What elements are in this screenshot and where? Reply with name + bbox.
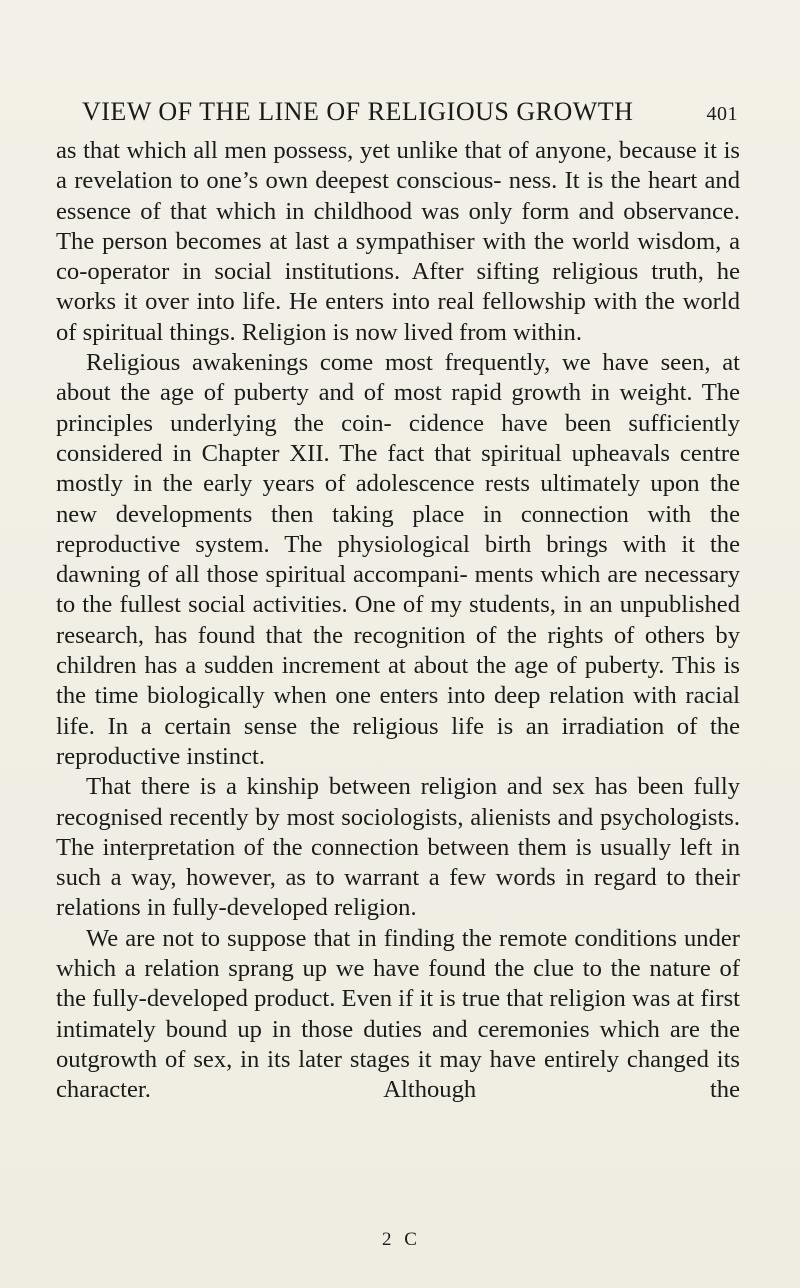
paragraph-religion-and-sex: That there is a kinship between religion and sex has been fully recognised recently by most sociologists, alienists and psychologists. The interpretation of the connection between them is usually left in such a way, however, as to warrant a few words in regard to their relations in fully-developed religion. [56,773,740,922]
printer-signature-mark: 2 C [382,1229,421,1250]
page-number: 401 [706,103,738,125]
paragraph-religious-awakenings: Religious awakenings come most frequently, we have seen, at about the age of puberty and of most rapid growth in weight. The principles underlying the coin- cidence have been sufficiently considered in Chapter XII. The fact that spiritual upheavals centre mostly in the early years of adolescence rests ultimately upon the new developments then taking place in connection with the reproductive system. The physiological birth brings with it the dawning of all those spiritual accompani- ments which are necessary to the fullest social activities. One of my students, in an unpublished research, has found that the recognition of the rights of others by children has a sudden increment at about the age of puberty. This is the time biologically when one enters into deep relation with racial life. In a certain sense the religious life is an irradiation of the reproductive instinct. [56,349,740,770]
paragraph-remote-conditions: We are not to suppose that in finding the remote conditions under which a relation sprang up we have found the clue to the nature of the fully-developed product. Even if it is true that religion was at first intimately bound up in those duties and ceremonies which are the outgrowth of sex, in its later stages it may have entirely changed its character. Although the [56,924,740,1104]
running-header [82,92,738,132]
running-title: VIEW OF THE LINE OF RELIGIOUS GROWTH [82,97,634,126]
body-text [56,136,740,1106]
paragraph-continuation: as that which all men possess, yet unlike that of anyone, because it is a revelation to one’s own deepest conscious- ness. It is the heart and essence of that which in childhood was only form and observance. The person becomes at last a sympathiser with the world wisdom, a co-operator in social institutions. After sifting religious truth, he works it over into life. He enters into real fellowship with the world of spiritual things. Religion is now lived from within. [56,137,740,346]
